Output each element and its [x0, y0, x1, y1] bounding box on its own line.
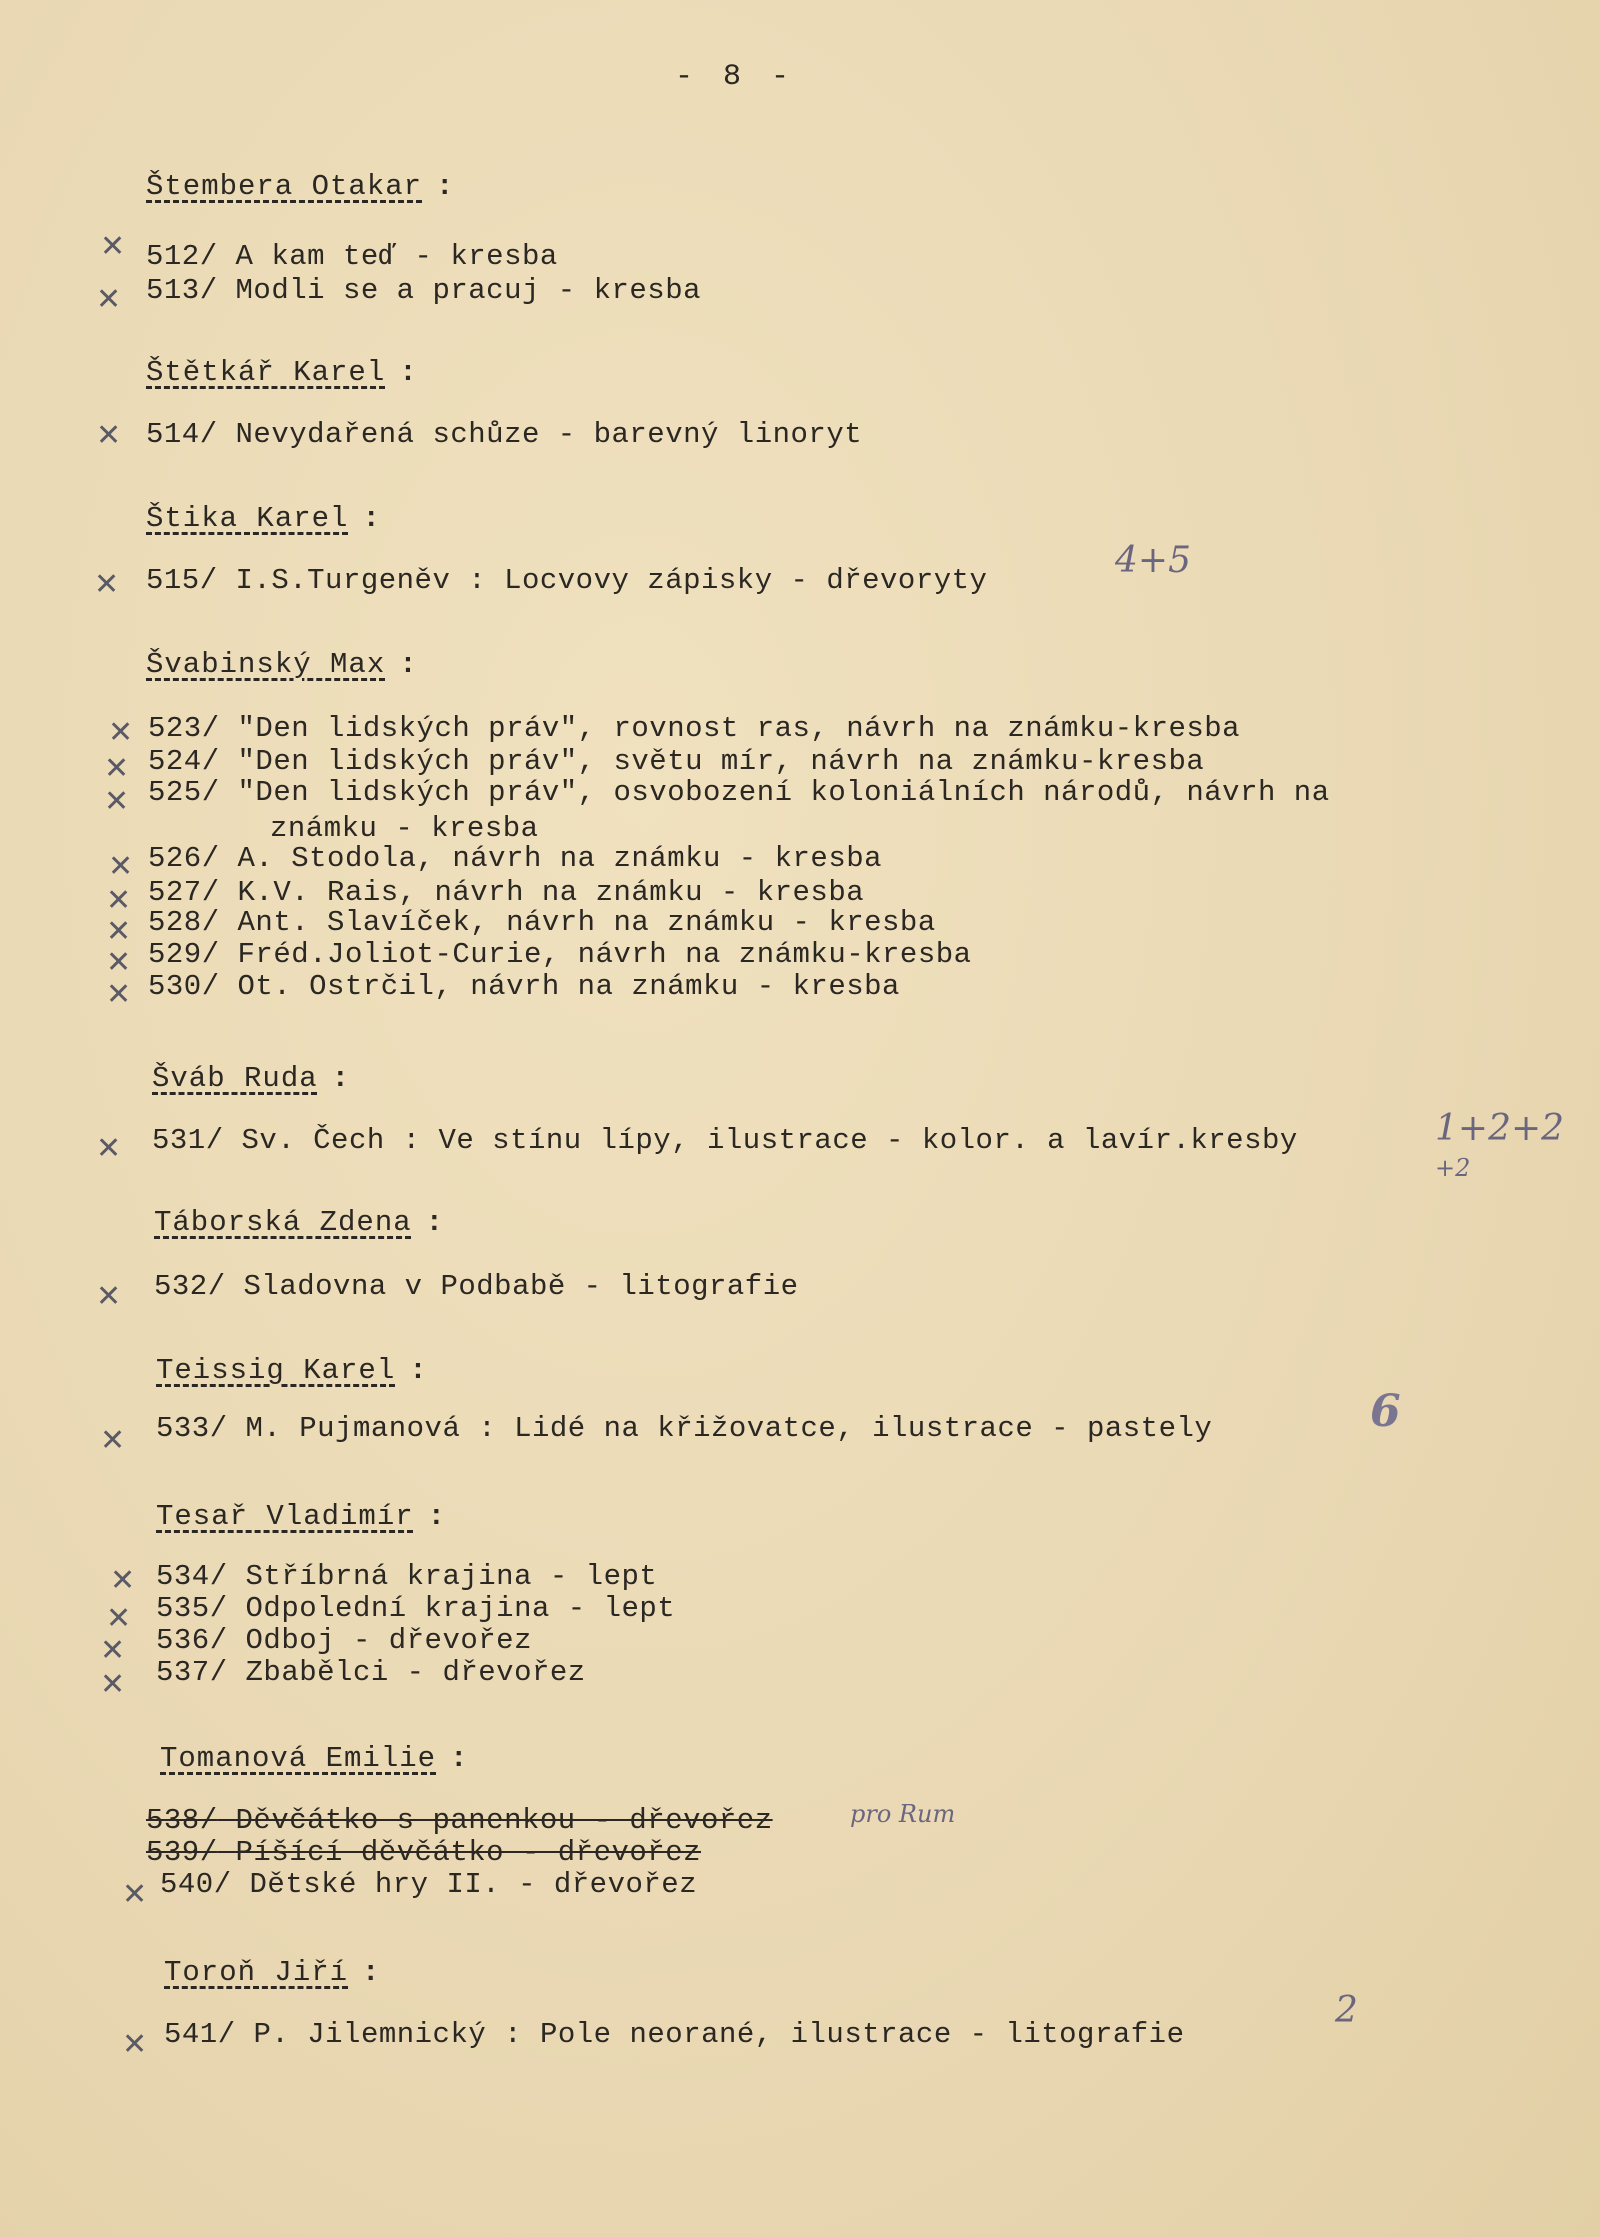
check-mark-icon: ✕ — [96, 1279, 122, 1314]
check-mark-icon: ✕ — [106, 977, 132, 1012]
artist-heading: Tesař Vladimír : — [156, 1500, 447, 1533]
check-mark-icon: ✕ — [100, 1633, 126, 1668]
handwritten-note: 4+5 — [1115, 540, 1191, 581]
check-mark-icon: ✕ — [106, 945, 132, 980]
catalog-entry: 523/ "Den lidských práv", rovnost ras, návrh na známku-kresba — [148, 712, 1241, 745]
catalog-entry: 526/ A. Stodola, návrh na známku - kresba — [148, 842, 883, 875]
catalog-entry: 515/ I.S.Turgeněv : Locvovy zápisky - dřevoryty — [146, 564, 988, 597]
catalog-entry: 512/ A kam teď - kresba — [146, 240, 558, 273]
check-mark-icon: ✕ — [100, 1667, 126, 1702]
catalog-entry-struck: 539/ Píšící děvčátko - dřevořez — [146, 1836, 702, 1869]
artist-heading: Štětkář Karel : — [146, 356, 418, 389]
check-mark-icon: ✕ — [108, 849, 134, 884]
check-mark-icon: ✕ — [122, 1877, 148, 1912]
catalog-entry: 513/ Modli se a pracuj - kresba — [146, 274, 702, 307]
catalog-entry: 540/ Dětské hry II. - dřevořez — [160, 1868, 698, 1901]
artist-heading: Štembera Otakar : — [146, 170, 455, 203]
check-mark-icon: ✕ — [100, 1423, 126, 1458]
artist-heading: Teissig Karel : — [156, 1354, 428, 1387]
artist-heading: Tomanová Emilie : — [160, 1742, 469, 1775]
catalog-entry: 534/ Stříbrná krajina - lept — [156, 1560, 658, 1593]
catalog-entry: 537/ Zbabělci - dřevořez — [156, 1656, 586, 1689]
handwritten-note: 6 — [1370, 1386, 1401, 1437]
check-mark-icon: ✕ — [106, 883, 132, 918]
page-number: - 8 - — [674, 60, 795, 94]
catalog-entry: 529/ Fréd.Joliot-Curie, návrh na známku-kresba — [148, 938, 972, 971]
catalog-entry: 525/ "Den lidských práv", osvobození koloniálních národů, návrh na — [148, 776, 1330, 809]
artist-heading: Švabinský Max : — [146, 648, 418, 681]
handwritten-note: +2 — [1435, 1154, 1471, 1182]
catalog-entry-struck: 538/ Děvčátko s panenkou - dřevořez — [146, 1804, 773, 1837]
handwritten-note: 2 — [1335, 1990, 1358, 2031]
check-mark-icon: ✕ — [96, 418, 122, 453]
handwritten-note: pro Rum — [850, 1800, 956, 1828]
catalog-entry: 541/ P. Jilemnický : Pole neorané, ilustrace - litografie — [164, 2018, 1185, 2051]
check-mark-icon: ✕ — [108, 715, 134, 750]
artist-heading: Toroň Jiří : — [164, 1956, 381, 1989]
catalog-entry: 531/ Sv. Čech : Ve stínu lípy, ilustrace - kolor. a lavír.kresby — [152, 1124, 1298, 1157]
artist-heading: Táborská Zdena : — [154, 1206, 445, 1239]
check-mark-icon: ✕ — [110, 1563, 136, 1598]
check-mark-icon: ✕ — [106, 914, 132, 949]
check-mark-icon: ✕ — [96, 1131, 122, 1166]
check-mark-icon: ✕ — [100, 229, 126, 264]
catalog-entry: 528/ Ant. Slavíček, návrh na známku - kresba — [148, 906, 936, 939]
catalog-entry: 524/ "Den lidských práv", světu mír, návrh na známku-kresba — [148, 745, 1205, 778]
catalog-entry: 514/ Nevydařená schůze - barevný linoryt — [146, 418, 863, 451]
catalog-entry: 527/ K.V. Rais, návrh na známku - kresba — [148, 876, 865, 909]
handwritten-note: 1+2+2 — [1435, 1108, 1565, 1149]
artist-heading: Šváb Ruda : — [152, 1062, 351, 1095]
check-mark-icon: ✕ — [96, 282, 122, 317]
catalog-entry-continuation: známku - kresba — [270, 812, 539, 845]
check-mark-icon: ✕ — [122, 2027, 148, 2062]
catalog-entry: 532/ Sladovna v Podbabě - litografie — [154, 1270, 799, 1303]
check-mark-icon: ✕ — [104, 784, 130, 819]
catalog-entry: 533/ M. Pujmanová : Lidé na křižovatce, ilustrace - pastely — [156, 1412, 1213, 1445]
artist-heading: Štika Karel : — [146, 502, 381, 535]
check-mark-icon: ✕ — [94, 567, 120, 602]
catalog-entry: 536/ Odboj - dřevořez — [156, 1624, 532, 1657]
catalog-entry: 535/ Odpolední krajina - lept — [156, 1592, 676, 1625]
catalog-entry: 530/ Ot. Ostrčil, návrh na známku - kresba — [148, 970, 900, 1003]
check-mark-icon: ✕ — [104, 751, 130, 786]
check-mark-icon: ✕ — [106, 1601, 132, 1636]
